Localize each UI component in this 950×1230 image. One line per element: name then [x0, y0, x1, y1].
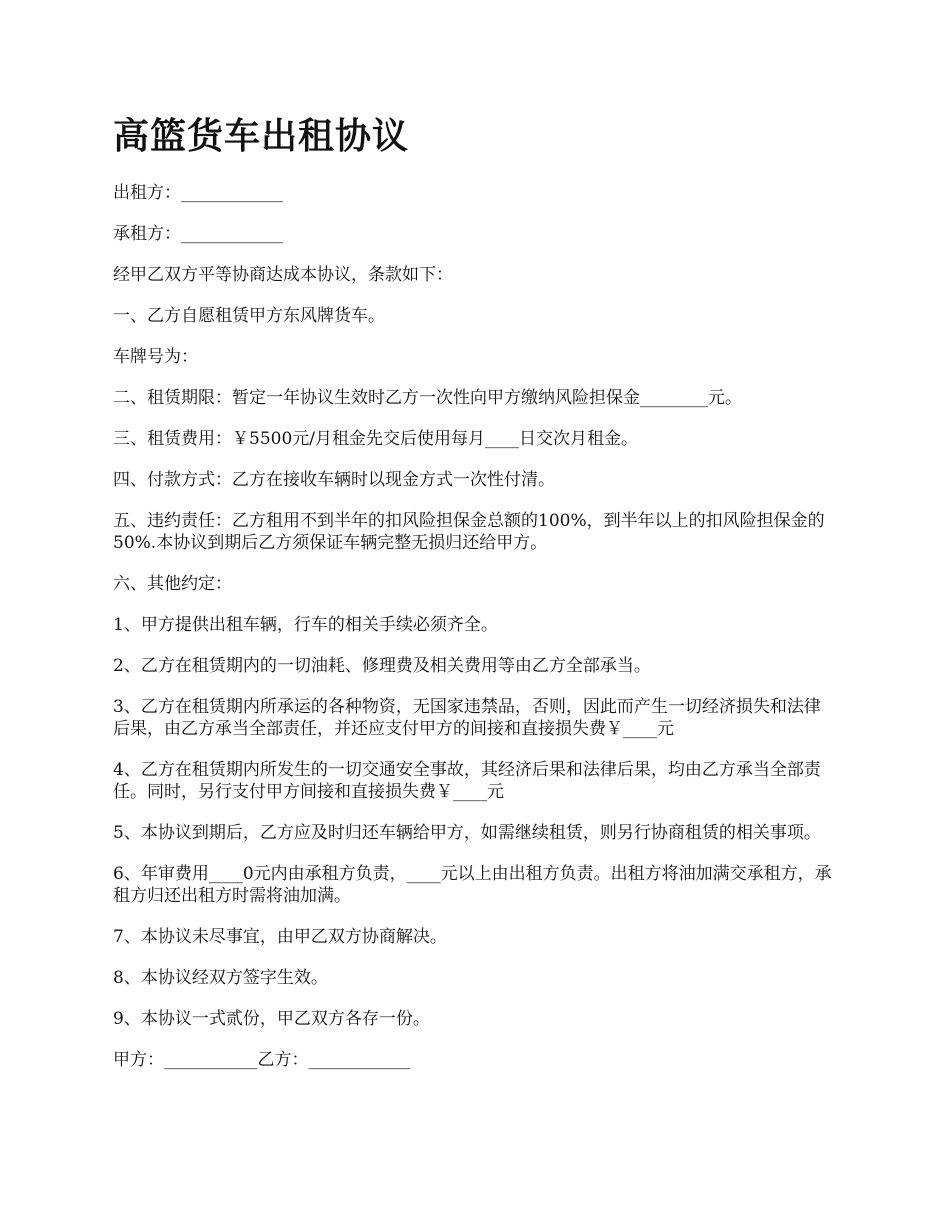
- clause-4: 四、付款方式：乙方在接收车辆时以现金方式一次性付清。: [113, 470, 555, 490]
- document-page: [113, 112, 833, 1090]
- intro-paragraph: 经甲乙双方平等协商达成本协议，条款如下：: [113, 265, 453, 285]
- term-7: 7、本协议未尽事宜，由甲乙双方协商解决。: [113, 927, 447, 947]
- clause-1: 一、乙方自愿租赁甲方东风牌货车。: [113, 306, 385, 326]
- document-title: 高篮货车出租协议: [113, 115, 410, 157]
- plate-number-line: 车牌号为：: [113, 347, 198, 367]
- clause-5: 五、违约责任：乙方租用不到半年的扣风险担保金总额的100%，到半年以上的扣风险担保金的50%.本协议到期后乙方须保证车辆完整无损归还给甲方。: [113, 511, 825, 553]
- lessee-line: 承租方：____________: [113, 224, 283, 244]
- signature-line: 甲方：___________乙方：____________: [113, 1050, 411, 1070]
- term-9: 9、本协议一式贰份，甲乙双方各存一份。: [113, 1009, 430, 1029]
- document-body: [113, 182, 833, 1071]
- term-1: 1、甲方提供出租车辆，行车的相关手续必须齐全。: [113, 615, 498, 635]
- clause-6-heading: 六、其他约定：: [113, 574, 232, 594]
- term-6: 6、年审费用____0元内由承租方负责，____元以上由出租方负责。出租方将油加满交承租方，承租方归还出租方时需将油加满。: [113, 864, 832, 906]
- lessor-line: 出租方：____________: [113, 183, 283, 203]
- term-3: 3、乙方在租赁期内所承运的各种物资，无国家违禁品，否则，因此而产生一切经济损失和法律后果，由乙方承当全部责任，并还应支付甲方的间接和直接损失费￥____元: [113, 697, 821, 739]
- term-8: 8、本协议经双方签字生效。: [113, 968, 328, 988]
- term-4: 4、乙方在租赁期内所发生的一切交通安全事故，其经济后果和法律后果，均由乙方承当全部责任。同时，另行支付甲方间接和直接损失费￥____元: [113, 760, 821, 802]
- term-2: 2、乙方在租赁期内的一切油耗、修理费及相关费用等由乙方全部承当。: [113, 656, 651, 676]
- term-5: 5、本协议到期后，乙方应及时归还车辆给甲方，如需继续租赁，则另行协商租赁的相关事项。: [113, 823, 821, 843]
- clause-2: 二、租赁期限：暂定一年协议生效时乙方一次性向甲方缴纳风险担保金________元。: [113, 388, 742, 408]
- clause-3: 三、租赁费用：￥5500元/月租金先交后使用每月____日交次月租金。: [113, 429, 638, 449]
